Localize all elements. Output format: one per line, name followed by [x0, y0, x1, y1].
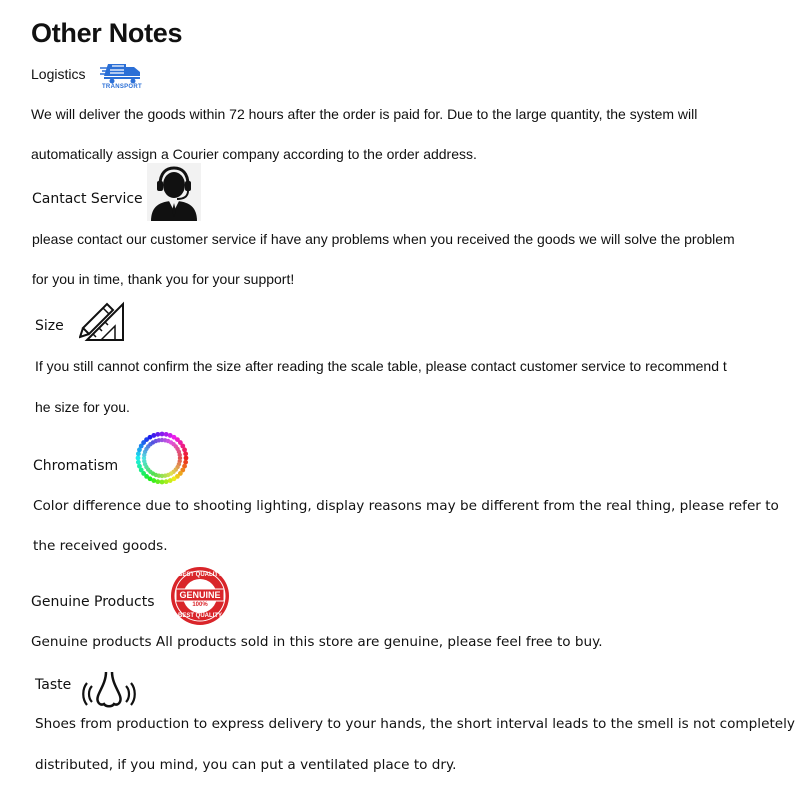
customer-service-headset-icon: [147, 163, 201, 221]
logistics-label: Logistics: [31, 66, 86, 82]
chromatism-label: Chromatism: [33, 458, 119, 474]
seal-top-text: BEST QUALITY: [177, 572, 222, 578]
nose-smell-icon: [80, 668, 138, 710]
genuine-seal-icon: [170, 566, 230, 626]
taste-label: Taste: [35, 677, 72, 693]
size-line-2: he size for you.: [35, 399, 130, 415]
contact-service-label: Cantact Service: [32, 191, 143, 207]
chromatism-line-2: the received goods.: [33, 538, 168, 554]
logistics-line-1: We will deliver the goods within 72 hours after the order is paid for. Due to the large quantity, the system will: [31, 106, 698, 122]
logistics-line-2: automatically assign a Courier company according to the order address.: [31, 146, 477, 162]
size-line-1: If you still cannot confirm the size after reading the scale table, please contact customer service to recommend t: [35, 358, 727, 374]
page-title: Other Notes: [31, 18, 183, 48]
chromatism-line-1: Color difference due to shooting lighting, display reasons may be different from the real thing, please refer to: [33, 498, 779, 514]
genuine-line-1: Genuine products All products sold in this store are genuine, please feel free to buy.: [31, 634, 603, 650]
taste-line-1: Shoes from production to express delivery to your hands, the short interval leads to the smell is not completely: [35, 716, 795, 732]
transport-truck-icon: [100, 60, 144, 92]
transport-icon-text: TRANSPORT: [101, 84, 143, 90]
size-label: Size: [35, 318, 64, 334]
color-wheel-icon: [134, 430, 190, 486]
contact-line-2: for you in time, thank you for your support!: [32, 271, 295, 287]
seal-sub-text: 100%: [192, 602, 208, 608]
taste-line-2: distributed, if you mind, you can put a ventilated place to dry.: [35, 757, 457, 773]
seal-center-text: GENUINE: [179, 590, 221, 600]
contact-line-1: please contact our customer service if have any problems when you received the goods we will solve the problem: [32, 231, 735, 247]
seal-bottom-text: BEST QUALITY: [177, 613, 222, 619]
ruler-pencil-icon: [79, 298, 127, 344]
genuine-products-label: Genuine Products: [31, 594, 155, 610]
